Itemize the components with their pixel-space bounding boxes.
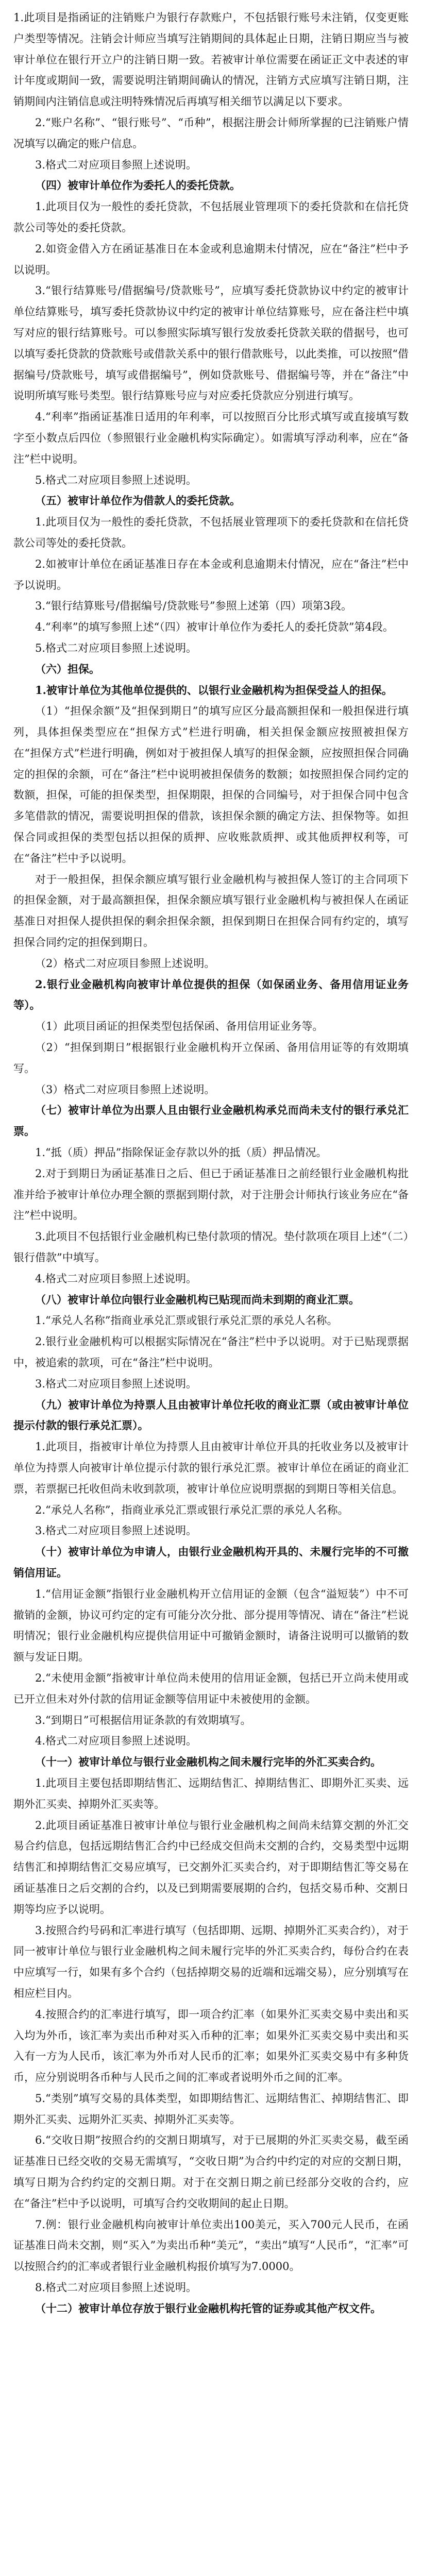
body-paragraph: 6.“交收日期”按照合约的交割日期填写，对于已展期的外汇买卖交易，截至函证基准日已经交收的交易无需填写，“交收日期”为合约中约定的对应的交割日期，填写日期为合约约定的交割日期。对于在交割日期之前已经部分交收的合约，应在“备注”栏中予以说明，可填写合约交收期间的起止日期。 [13, 2134, 409, 2210]
section-heading: （十）被审计单位为申请人，由银行业金融机构开具的、未履行完毕的不可撤销信用证。 [13, 1545, 409, 1579]
body-paragraph: 3.此项目不包括银行业金融机构已垫付款项的情况。垫付款项在项目上述“（二）银行借款”中填写。 [13, 1230, 409, 1264]
body-paragraph: 1.“抵（质）押品”指除保证金存款以外的抵（质）押品情况。 [35, 1146, 327, 1159]
body-paragraph: 2.“承兑人名称”，指商业承兑汇票或银行承兑汇票的承兑人名称。 [35, 1503, 349, 1516]
body-paragraph: 2.“未使用金额”指被审计单位尚未使用的信用证金额，包括已开立尚未使用或已开立但未对外付款的信用证金额等信用证中未被使用的金额。 [13, 1671, 409, 1705]
body-paragraph: 3.按照合约号码和汇率进行填写（包括即期、远期、掉期外汇买卖合约），对于同一被审计单位与银行业金融机构之间未履行完毕的外汇买卖合约，每份合约在表中应填写一行，如果有多个合约（包括掉期交易的近端和远端交易），应分别填写在相应栏目内。 [13, 1924, 409, 1999]
body-paragraph: 8.格式二对应项目参照上述说明。 [35, 2281, 197, 2294]
body-paragraph: 1.此项目，指被审计单位为持票人且由被审计单位开具的托收业务以及被审计单位为持票人向被审计单位提示付款的银行承兑汇票。被审计单位在函证的商业汇票，若票据已托收但尚未收到款项，被审计单位应说明票据的到期日等相关信息。 [13, 1440, 409, 1495]
section-heading: （八）被审计单位向银行业金融机构已贴现而尚未到期的商业汇票。 [35, 1293, 360, 1306]
body-paragraph: （1）“担保余额”及“担保到期日”的填写应区分最高额担保和一般担保进行填列，具体担保类型应在“担保方式”栏进行明确，相关担保金额应按照被担保方在“担保方式”栏进行明确，例如对于被担保人填写的担保金额，应按照担保合同确定的担保的余额，可在“备注”栏中说明被担保债务的数额；如按照担保合同约定的数额，担保，可能的担保类型，担保期限，担保的合同编号，对于担保合同中包含多笔借款的情况，需要说明担保的借款，该担保余额的确定方法、担保物等。如担保合同或担保的类型包括以担保的质押、应收账款质押、或其他质押权利等，可在“备注”栏中予以说明。 [13, 705, 409, 865]
section-heading: （九）被审计单位为持票人且由被审计单位托收的商业汇票（或由被审计单位提示付款的银行承兑汇票）。 [13, 1398, 409, 1432]
body-paragraph: （3）格式二对应项目参照上述说明。 [35, 1083, 215, 1096]
section-heading: （十一）被审计单位与银行业金融机构之间未履行完毕的外汇买卖合约。 [35, 1755, 381, 1769]
body-paragraph: 2.如资金借入方在函证基准日在本金或利息逾期未付情况，应在“备注”栏中予以说明。 [13, 242, 409, 276]
body-paragraph: 4.格式二对应项目参照上述说明。 [35, 1272, 197, 1285]
body-paragraph: 3.“银行结算账号/借据编号/贷款账号”，应填写委托贷款协议中约定的被审计单位结算账号，填写委托贷款协议中约定的被审计单位结算账号，应在备注栏中填写对应的银行结算账号。可以参照实际填写银行发放委托贷款关联的借据号，也可以填写委托贷款的贷款账号或借款关系中的银行借款账号，以此类推，可以按照“借据编号/贷款账号，填写或借据编号”，例如贷款账号、借据编号等，并在“备注”中说明所填写账号类型。银行结算账号应与对应委托贷款应分别进行填写。 [13, 284, 409, 402]
body-paragraph: 4.“利率”的填写参照上述“（四）被审计单位作为委托人的委托贷款”第4段。 [35, 621, 394, 634]
body-paragraph: 2.“账户名称”、“银行账号”、“币种”，根据注册会计师所掌握的已注销账户情况填写以确定的账户信息。 [13, 116, 409, 150]
body-paragraph: （2）“担保到期日”根据银行业金融机构开立保函、备用信用证等的有效期填写。 [13, 1041, 409, 1075]
body-paragraph: 2.此项目函证基准日被审计单位与银行业金融机构之间尚未结算交割的外汇交易合约信息，包括远期结售汇合约中已经成交但尚未交割的合约，交易类型中远期结售汇和掉期结售汇交易应填写，已交割外汇买卖合约，对于即期结售汇等交易在函证基准日之后交割的合约，以及已到期需要展期的合约，包括交易币种、交割日期等均应予以说明。 [13, 1819, 409, 1916]
section-heading: （六）担保。 [35, 662, 100, 675]
body-paragraph: 1.此项目仅为一般性的委托贷款，不包括展业管理项下的委托贷款和在信托贷款公司等处的委托贷款。 [13, 516, 409, 549]
body-paragraph: 1.此项目仅为一般性的委托贷款，不包括展业管理项下的委托贷款和在信托贷款公司等处的委托贷款。 [13, 200, 409, 234]
body-paragraph: 3.格式二对应项目参照上述说明。 [35, 1524, 197, 1537]
body-paragraph: 对于一般担保，担保余额应填写银行业金融机构与被担保人签订的主合同项下的担保金额，对于最高额担保，担保余额应填写银行业金融机构与被担保人在函证基准日对担保人提供担保的剩余担保余额，担保到期日在担保合同有约定的，填写担保合同约定的担保到期日。 [13, 873, 409, 949]
section-heading: 2.银行业金融机构向被审计单位提供的担保（如保函业务、备用信用证业务等）。 [13, 977, 409, 1012]
section-heading: （五）被审计单位作为借款人的委托贷款。 [35, 494, 241, 507]
body-paragraph: （2）格式二对应项目参照上述说明。 [35, 957, 215, 970]
body-paragraph: 1.此项目是指函证的注销账户为银行存款账户，不包括银行账号未注销，仅变更账户类型等情况。注销会计师应当填写注销期间的具体起止日期，注销日期应当与被审计单位在银行开立户的注销日期一致。若被审计单位需要在函证正文中表述的审计年度或期间一致，需要说明注销期间确认的情况，注销方式应填写注销日期，注销期间内注销信息或注明特殊情况后再填写相关细节以满足以下要求。 [13, 11, 409, 108]
body-paragraph: 7.例：银行业金融机构向被审计单位卖出100美元，买入700元人民币，在函证基准日尚未交割，则“买入”为卖出币种“美元”，“卖出”填写“人民币”，“汇率”可以按照合约的汇率或者银行业金融机构报价填写为7.0000。 [13, 2218, 409, 2273]
body-paragraph: 3.“到期日”可根据信用证条款的有效期填写。 [35, 1714, 251, 1726]
section-heading: 1.被审计单位为其他单位提供的、以银行业金融机构为担保受益人的担保。 [35, 683, 393, 697]
section-heading: （十二）被审计单位存放于银行业金融机构托管的证券或其他产权文件。 [35, 2301, 381, 2315]
body-paragraph: 1.“承兑人名称”指商业承兑汇票或银行承兑汇票的承兑人名称。 [35, 1314, 338, 1327]
body-paragraph: 5.格式二对应项目参照上述说明。 [35, 473, 197, 486]
section-heading: （四）被审计单位作为委托人的委托贷款。 [35, 179, 241, 192]
body-paragraph: 1.此项目主要包括即期结售汇、远期结售汇、掉期结售汇、即期外汇买卖、远期外汇买卖、掉期外汇买卖等。 [13, 1776, 409, 1810]
body-paragraph: 4.“利率”指函证基准日适用的年利率，可以按照百分比形式填写或直接填写数字至小数点后四位（参照银行业金融机构实际确定）。如需填写浮动利率，应在“备注”栏中说明。 [13, 411, 409, 465]
body-paragraph: 3.格式二对应项目参照上述说明。 [35, 158, 197, 171]
body-paragraph: 2.如被审计单位在函证基准日存在本金或利息逾期未付情况，应在“备注”栏中予以说明。 [13, 557, 409, 591]
body-paragraph: 4.按照合约的汇率进行填写，即一项合约汇率（如果外汇买卖交易中卖出和买入均为外币，该汇率为卖出币种对买入币种的汇率；如果外汇买卖交易中卖出和买入有一方为人民币，该汇率为外币对人民币的汇率；如果外汇买卖交易中有多种货币，应分别说明各币种与人民币之间的汇率或者说明外币之间的汇率。 [13, 2008, 409, 2084]
body-paragraph: 2.对于到期日为函证基准日之后、但已于函证基准日之前经银行业金融机构批准并给予被审计单位办理全额的票据到期付款，对于注册会计师执行该业务应在“备注”栏中说明。 [13, 1167, 409, 1222]
body-paragraph: 5.“类别”填写交易的具体类型，如即期结售汇、远期结售汇、掉期结售汇、即期外汇买卖、远期外汇买卖、掉期外汇买卖等。 [13, 2092, 409, 2126]
body-paragraph: 3.格式二对应项目参照上述说明。 [35, 1377, 197, 1390]
body-paragraph: （1）此项目函证的担保类型包括保函、备用信用证业务等。 [35, 1020, 324, 1033]
body-paragraph: 3.“银行结算账号/借据编号/贷款账号”参照上述第（四）项第3段。 [35, 600, 352, 613]
body-paragraph: 4.格式二对应项目参照上述说明。 [35, 1735, 197, 1748]
body-paragraph: 1.“信用证金额”指银行业金融机构开立信用证的金额（包含“溢短装”）中不可撤销的金额，协议可约定的定有可能分次分批、部分提用等情况、请在“备注”栏说明情况；银行业金融机构应提供信用证中可撤销金额时，请备注说明可以撤销的数额与发证日期。 [13, 1587, 409, 1664]
body-paragraph: 2.银行业金融机构可以根据实际情况在“备注”栏中予以说明。对于已贴现票据中，被追索的款项，可在“备注”栏中说明。 [13, 1335, 409, 1369]
section-heading: （七）被审计单位为出票人且由银行业金融机构承兑而尚未支付的银行承兑汇票。 [13, 1104, 409, 1138]
body-paragraph: 5.格式二对应项目参照上述说明。 [35, 641, 197, 654]
